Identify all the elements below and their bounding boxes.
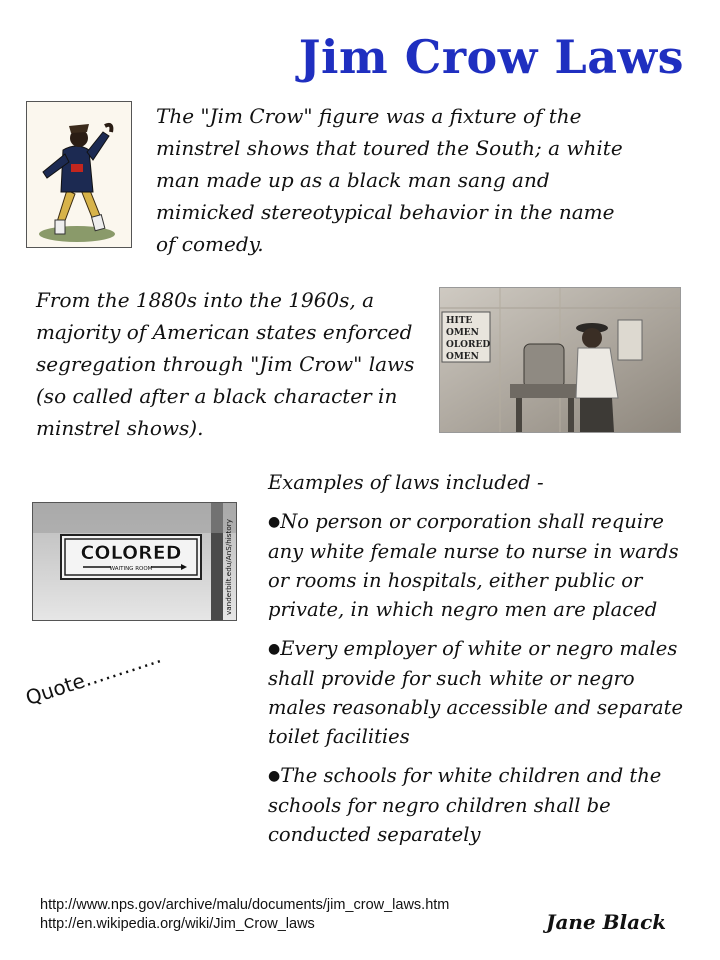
law-text: No person or corporation shall require any white female nurse to nurse in wards or rooms in hospitals, either public or private, in which negro men are placed (268, 510, 679, 621)
quote-placeholder: Quote………… (22, 643, 164, 710)
law-text: The schools for white children and the schools for negro children shall be conducted separately (268, 764, 662, 846)
list-item (268, 634, 688, 751)
sources-list (40, 896, 449, 934)
source-link[interactable]: http://en.wikipedia.org/wiki/Jim_Crow_laws (40, 916, 315, 932)
bullet-icon: ● (268, 641, 281, 657)
list-item (268, 507, 688, 624)
page-title: Jim Crow Laws (298, 30, 684, 84)
bullet-icon: ● (268, 514, 281, 530)
intro-paragraph: The "Jim Crow" figure was a fixture of the minstrel shows that toured the South; a white man made up as a black man sang and mimicked stereotypical behavior in the name of comedy. (156, 104, 623, 256)
law-examples (268, 468, 688, 859)
segregation-paragraph: From the 1880s into the 1960s, a majority of American states enforced segregation through "Jim Crow" laws (so called after a black character in minstrel shows). (36, 288, 415, 440)
author-name: Jane Black (546, 910, 667, 934)
fountain-sign-line: OMEN (446, 328, 479, 338)
fountain-sign-line: HITE (446, 316, 473, 326)
examples-heading: Examples of laws included - (268, 471, 544, 494)
colored-sign-text: COLORED (80, 542, 182, 564)
colored-sign-subtext: WAITING ROOM (109, 566, 153, 572)
list-item (268, 761, 688, 849)
segregated-fountain-photo (439, 287, 681, 433)
fountain-sign-line: OLORED (446, 340, 491, 350)
jim-crow-figure-image (26, 101, 132, 248)
source-link[interactable]: http://www.nps.gov/archive/malu/documents/jim_crow_laws.htm (40, 897, 450, 913)
colored-sign-photo (32, 502, 237, 621)
bullet-icon: ● (268, 768, 281, 784)
photo-credit: vanderbilt.edu/AnS/history (224, 519, 233, 615)
fountain-sign-line: OMEN (446, 352, 479, 362)
law-text: Every employer of white or negro males shall provide for such white or negro males reasonably accessible and separate toilet facilities (268, 637, 684, 748)
